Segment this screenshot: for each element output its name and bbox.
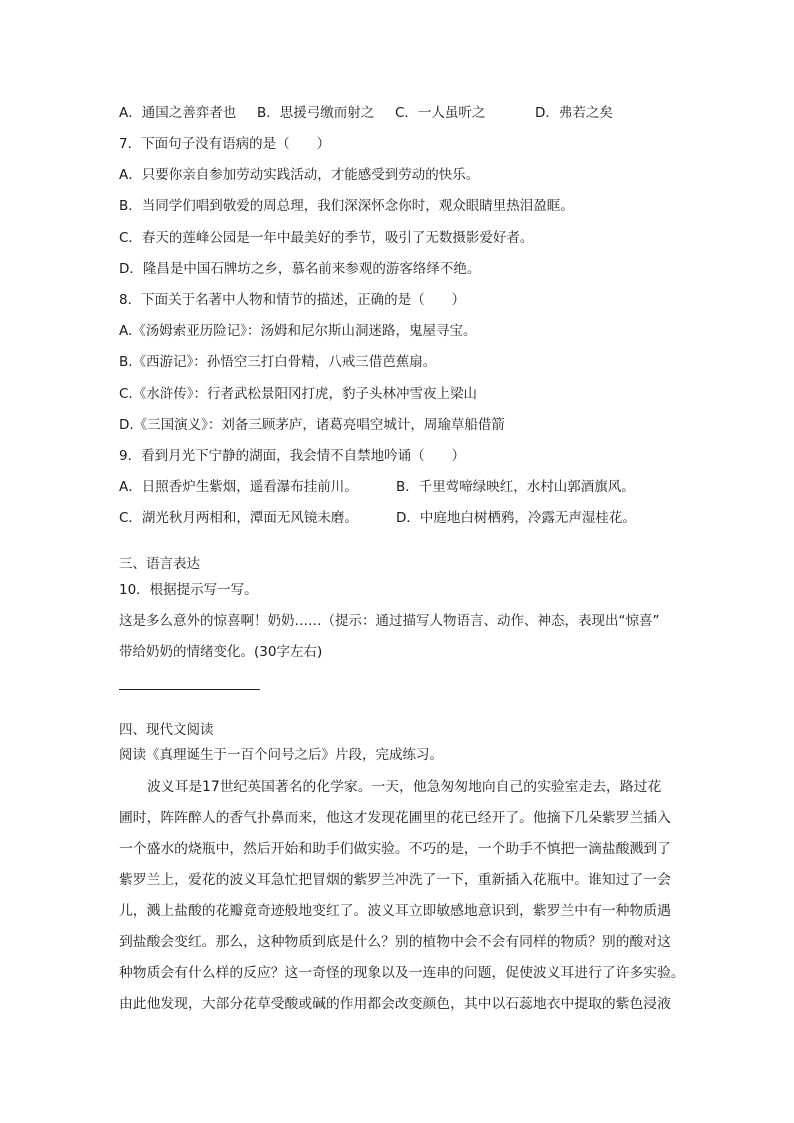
q9-option-a: A．日照香炉生紫烟，遥看瀑布挂前川。 [119, 479, 358, 495]
passage-line: 一个盛水的烧瓶中，然后开始和助手们做实验。不巧的是，一个助手不慎把一滴盐酸溅到了 [119, 841, 671, 857]
section-4-title: 四、现代文阅读 [119, 722, 214, 738]
passage-line: 种物质会有什么样的反应？这一奇怪的现象以及一连串的问题，促使波义耳进行了许多实验。 [119, 965, 685, 981]
q7-option-d: D．隆昌是中国石牌坊之乡，慕名前来参观的游客络绎不绝。 [119, 261, 481, 277]
passage-line: 紫罗兰上，爱花的波义耳急忙把冒烟的紫罗兰冲洗了一下，重新插入花瓶中。谁知过了一会 [119, 872, 671, 888]
q7-stem: 7．下面句子没有语病的是（ ） [119, 136, 331, 152]
passage-line: 由此他发现，大部分花草受酸或碱的作用都会改变颜色，其中以石蕊地衣中提取的紫色浸液 [119, 996, 671, 1012]
passage-line: 圃时，阵阵醉人的香气扑鼻而来，他这才发现花圃里的花已经开了。他摘下几朵紫罗兰插入 [119, 810, 671, 826]
q8-option-c: C.《水浒传》：行者武松景阳冈打虎，豹子头林冲雪夜上梁山 [119, 386, 477, 402]
section-3-title: 三、语言表达 [119, 556, 200, 572]
q10-prompt-line-1: 这是多么意外的惊喜啊！奶奶……（提示：通过描写人物语言、动作、神态，表现出“惊喜” [119, 613, 660, 629]
q8-option-a: A.《汤姆索亚历险记》：汤姆和尼尔斯山洞迷路，鬼屋寻宝。 [119, 323, 477, 339]
q9-option-b: B．千里莺啼绿映红，水村山郭酒旗风。 [396, 479, 635, 495]
passage-line: 波义耳是17世纪英国著名的化学家。一天，他急匆匆地向自己的实验室走去，路过花 [147, 779, 662, 795]
q10-answer-line[interactable] [119, 689, 260, 690]
reading-passage [119, 772, 685, 1020]
q9-option-c: C．湖光秋月两相和，潭面无风镜未磨。 [119, 510, 358, 526]
q8-option-b: B.《西游记》：孙悟空三打白骨精，八戒三借芭蕉扇。 [119, 354, 437, 370]
q7-option-a: A．只要你亲自参加劳动实践活动，才能感受到劳动的快乐。 [119, 167, 480, 183]
q10-stem: 10．根据提示写一写。 [119, 582, 258, 598]
q8-option-d: D.《三国演义》：刘备三顾茅庐，诸葛亮唱空城计，周瑜草船借箭 [119, 417, 505, 433]
reading-intro: 阅读《真理诞生于一百个问号之后》片段，完成练习。 [119, 747, 443, 763]
passage-line: 到盐酸会变红。那么，这种物质到底是什么？别的植物中会不会有同样的物质？别的酸对这 [119, 934, 671, 950]
q10-prompt-line-2: 带给奶奶的情绪变化。(30字左右) [119, 644, 323, 660]
q9-option-d: D．中庭地白树栖鸦，冷露无声湿桂花。 [396, 510, 636, 526]
q6-option-b: B．思援弓缴而射之 [257, 105, 375, 121]
q8-stem: 8．下面关于名著中人物和情节的描述，正确的是（ ） [119, 292, 466, 308]
q6-option-c: C．一人虽听之 [395, 105, 486, 121]
q6-option-a: A．通国之善弈者也 [119, 105, 237, 121]
q9-stem: 9．看到月光下宁静的湖面，我会情不自禁地吟诵（ ） [119, 448, 466, 464]
q7-option-c: C．春天的莲峰公园是一年中最美好的季节，吸引了无数摄影爱好者。 [119, 230, 534, 246]
q7-option-b: B．当同学们唱到敬爱的周总理，我们深深怀念你时，观众眼睛里热泪盈眶。 [119, 198, 574, 214]
q6-option-d: D．弗若之矣 [535, 105, 613, 121]
passage-line: 儿，溅上盐酸的花瓣竟奇迹般地变红了。波义耳立即敏感地意识到，紫罗兰中有一种物质遇 [119, 903, 671, 919]
